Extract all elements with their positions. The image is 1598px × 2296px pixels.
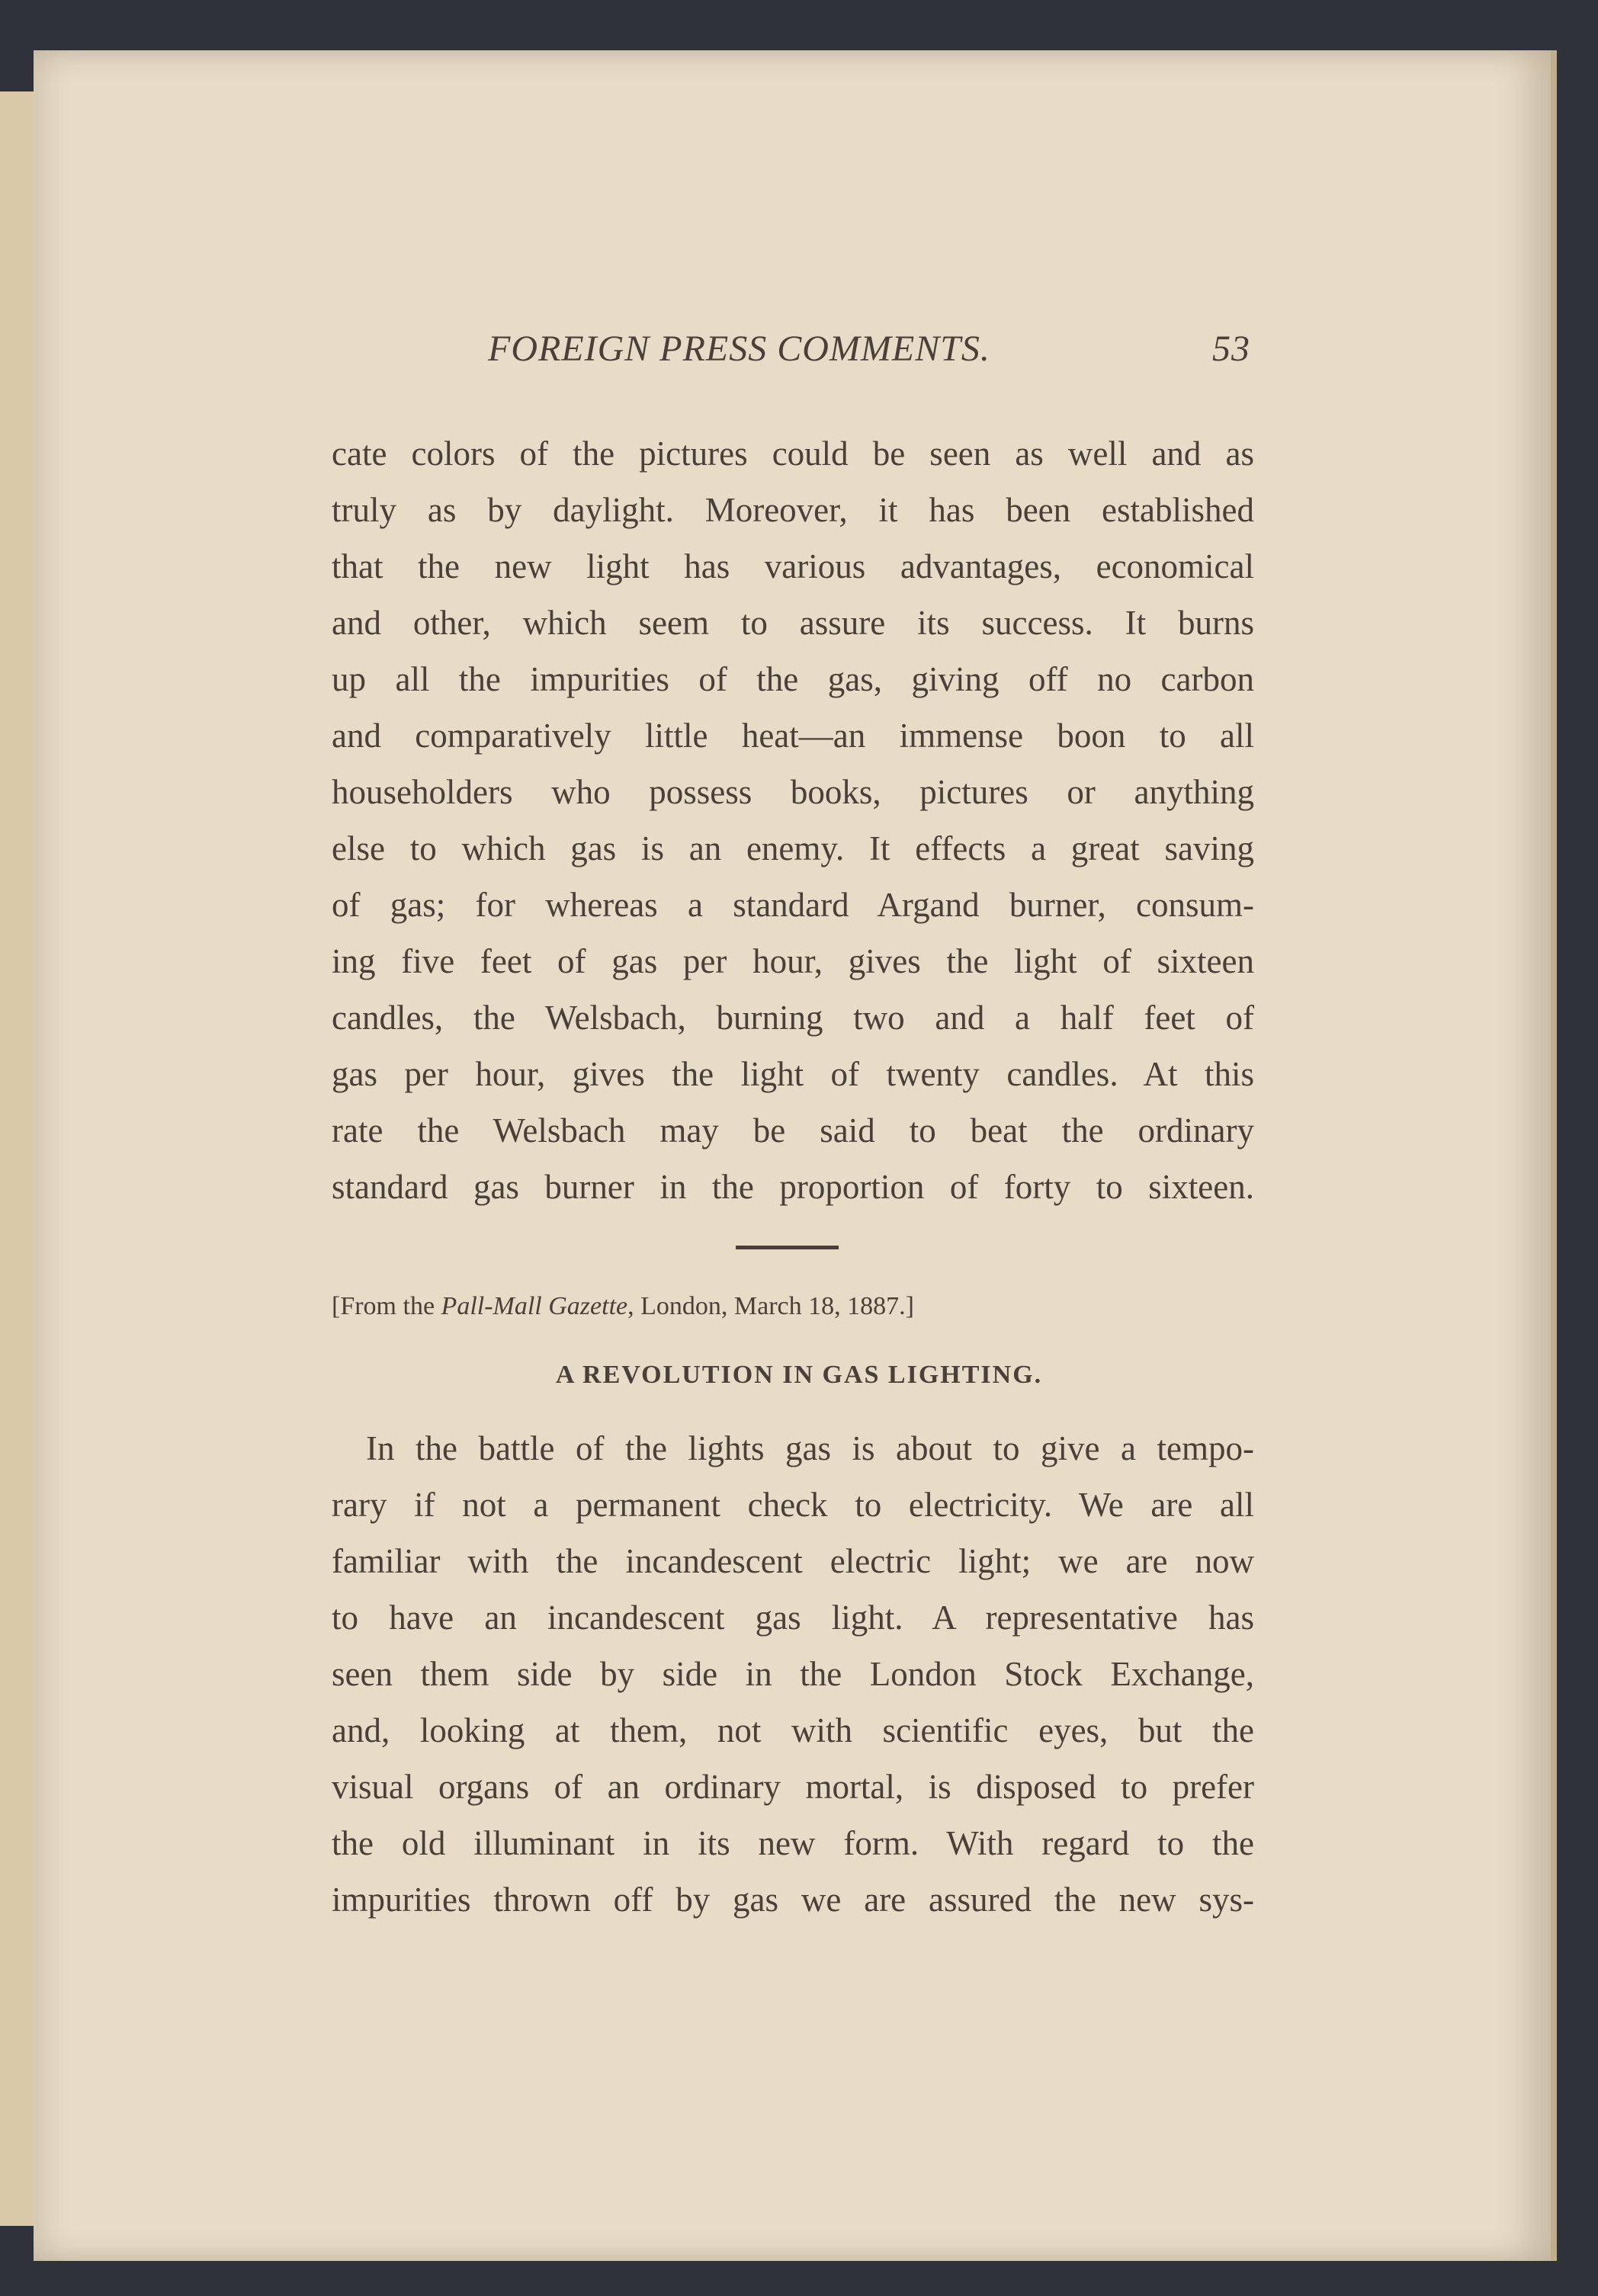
text-line: visual organs of an ordinary mortal, is disposed to prefer [332, 1768, 1254, 1806]
text-line: of gas; for whereas a standard Argand burner, consum- [332, 886, 1254, 924]
text-line: to have an incandescent gas light. A representative has [332, 1599, 1254, 1637]
text-line: ing five feet of gas per hour, gives the light of sixteen [332, 942, 1254, 980]
text-line: the old illuminant in its new form. With regard to the [332, 1824, 1254, 1862]
text-line: and other, which seem to assure its success. It burns [332, 604, 1254, 642]
text-line: else to which gas is an enemy. It effects a great saving [332, 829, 1254, 867]
citation-source: Pall-Mall Gazette [441, 1292, 628, 1320]
text-line: and, looking at them, not with scientific eyes, but the [332, 1711, 1254, 1749]
text-line: impurities thrown off by gas we are assured the new sys- [332, 1881, 1254, 1919]
facing-page-edge [0, 91, 36, 2226]
text-line: truly as by daylight. Moreover, it has been established [332, 491, 1254, 529]
text-line: standard gas burner in the proportion of forty to sixteen. [332, 1168, 1254, 1206]
text-line: and comparatively little heat—an immense boon to all [332, 717, 1254, 755]
citation-prefix: [From the [332, 1292, 441, 1320]
text-line: rary if not a permanent check to electricity. We are all [332, 1486, 1254, 1524]
text-line: householders who possess books, pictures or anything [332, 773, 1254, 811]
text-line: cate colors of the pictures could be seen as well and as [332, 435, 1254, 473]
header-title: FOREIGN PRESS COMMENTS. [488, 329, 990, 369]
text-line: In the battle of the lights gas is about to give a tempo- [332, 1429, 1254, 1467]
citation [332, 1292, 914, 1321]
text-line: up all the impurities of the gas, giving off no carbon [332, 660, 1254, 698]
article-title: A REVOLUTION IN GAS LIGHTING. [555, 1361, 1043, 1389]
page-number: 53 [1212, 329, 1250, 369]
section-divider [736, 1246, 839, 1249]
text-line: familiar with the incandescent electric light; we are now [332, 1542, 1254, 1580]
text-line: that the new light has various advantages, economical [332, 547, 1254, 585]
book-page [34, 50, 1557, 2261]
text-line: seen them side by side in the London Stock Exchange, [332, 1655, 1254, 1693]
text-line: gas per hour, gives the light of twenty candles. At this [332, 1055, 1254, 1093]
citation-suffix: , London, March 18, 1887.] [627, 1292, 914, 1320]
text-line: rate the Welsbach may be said to beat the ordinary [332, 1111, 1254, 1150]
text-line: candles, the Welsbach, burning two and a half feet of [332, 999, 1254, 1037]
